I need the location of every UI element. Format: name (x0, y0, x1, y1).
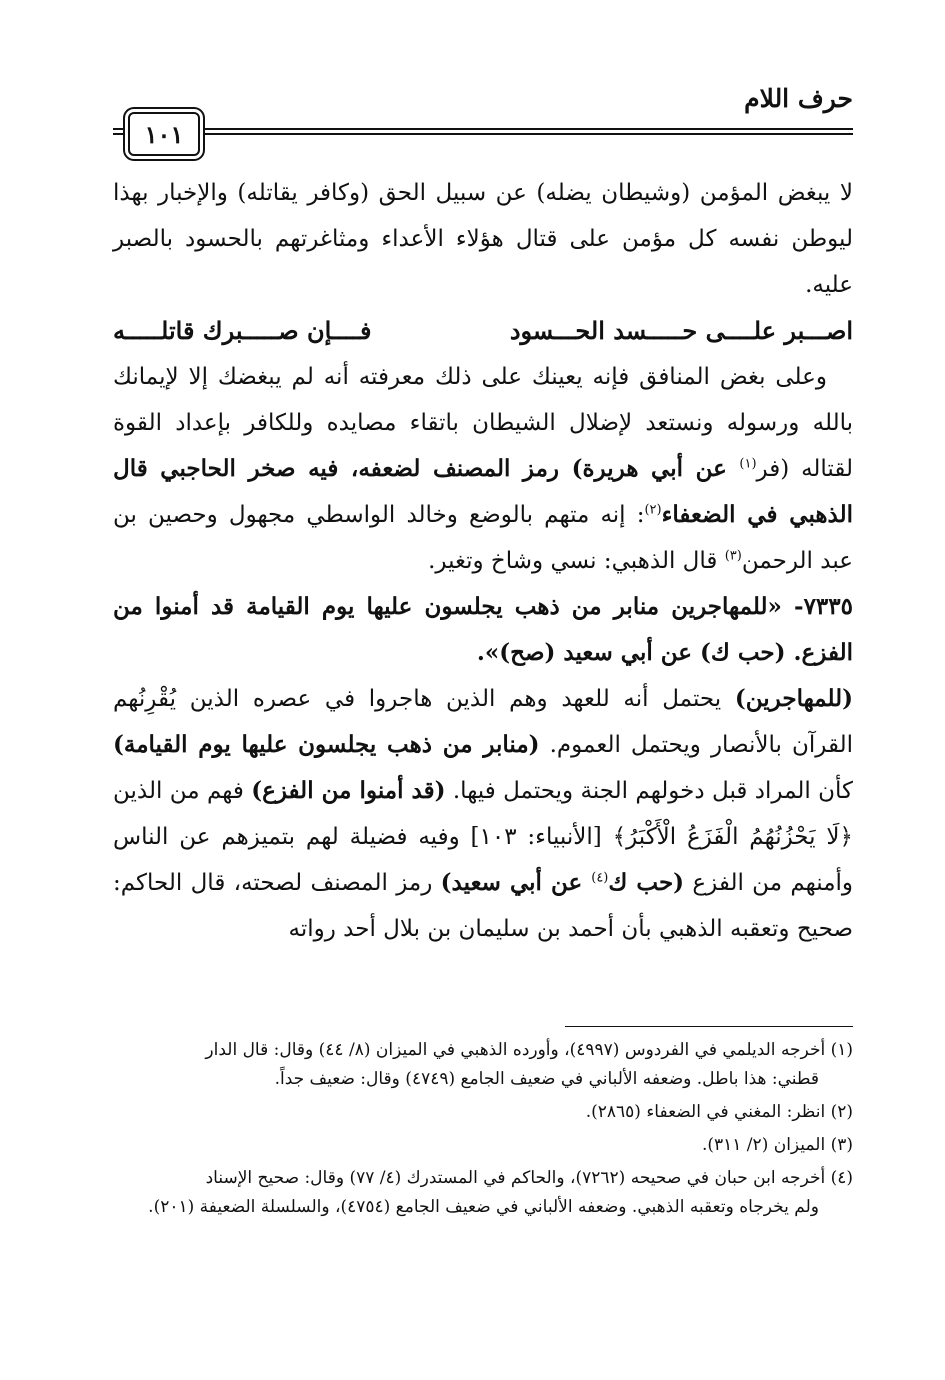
footnote-separator (565, 1026, 853, 1027)
paragraph-explanation (113, 676, 853, 952)
explanation-text: كأن المراد قبل دخولهم الجنة ويحتمل فيها. (445, 778, 853, 804)
chapter-title: حرف اللام (744, 84, 853, 113)
footnote-marker: (٤) (591, 870, 609, 886)
footnote-text: قطني: هذا باطل. وضعفه الألباني في ضعيف الجامع (٤٧٤٩) وقال: ضعيف جداً. (274, 1069, 819, 1089)
explanation-keyword: (حب ك (608, 869, 685, 896)
footnote-2: (٢) انظر: المغني في الضعفاء (٢٨٦٥). (585, 1102, 853, 1122)
explanation-text: يحتمل أنه للعهد وهم الذين هاجروا في عصره الذين يُقْرِنُهم القرآن بالأنصار ويحتمل العموم. (113, 686, 853, 758)
footnote-marker: (٢) (644, 502, 662, 518)
header-rule (200, 128, 853, 135)
footnote-4 (113, 1164, 853, 1222)
commentary-text: : إنه متهم بالوضع وخالد الواسطي مجهول وحصين بن عبد الرحمن (113, 502, 853, 574)
main-text (113, 170, 853, 952)
hadith-entry: ٧٣٣٥- «للمهاجرين منابر من ذهب يجلسون عليها يوم القيامة قد أمنوا من الفزع. (حب ك) عن أبي سعيد (صح)». (113, 593, 853, 666)
verse-second-hemistich: فــــإن صـــــبرك قاتلـــــه (113, 316, 372, 345)
footnote-text: (٤) أخرجه ابن حبان في صحيحه (٧٢٦٢)، والحاكم في المستدرك (٤/ ٧٧) وقال: صحيح الإسناد (205, 1168, 853, 1188)
paragraph-commentary (113, 354, 853, 584)
verse-first-hemistich: اصـــبر علــــى حـــــسد الحـــسود (509, 316, 853, 345)
commentary-text: قال الذهبي: نسي وشاخ وتغير. (428, 548, 725, 574)
footnote-marker: (١) (739, 456, 757, 472)
footnotes (113, 1036, 853, 1226)
explanation-keyword: عن أبي سعيد) (440, 869, 592, 896)
commentary-text: وعلى بغض المنافق فإنه يعينك على ذلك معرفته أنه لم يبغضك إلا لإيمانك بالله ورسوله ونستعد لإضلال الشيطان باتقاء مصايده وللكافر بإعداد القوة لقتاله (فر (113, 364, 853, 482)
explanation-keyword: (للمهاجرين) (734, 685, 853, 712)
footnote-text: (١) أخرجه الديلمي في الفردوس (٤٩٩٧)، وأورده الذهبي في الميزان (٨/ ٤٤) وقال: قال الدار (205, 1040, 853, 1060)
footnote-marker: (٣) (724, 548, 742, 564)
paragraph-intro: لا يبغض المؤمن (وشيطان يضله) عن سبيل الحق (وكافر يقاتله) والإخبار بهذا ليوطن نفسه كل مؤمن على قتال هؤلاء الأعداء ومثاغرتهم بالحسود بالصبر عليه. (113, 180, 853, 298)
header-rule-left (113, 128, 129, 135)
explanation-text: رمز المصنف لصحته، قال الحاكم: صحيح وتعقبه الذهبي بأن أحمد بن سليمان بن بلال أحد رواته (113, 870, 853, 942)
footnote-text: ولم يخرجاه وتعقبه الذهبي. وضعفه الألباني في ضعيف الجامع (٤٧٥٤)، والسلسلة الضعيفة (٢٠١). (148, 1197, 819, 1217)
footnote-1 (113, 1036, 853, 1094)
commentary-text: عن أبي هريرة) رمز المصنف لضعفه، فيه صخر الحاجبي قال الذهبي في الضعفاء (113, 455, 853, 528)
explanation-keyword: (منابر من ذهب يجلسون عليها يوم القيامة) (113, 731, 540, 758)
footnote-3: (٣) الميزان (٢/ ٣١١). (701, 1135, 853, 1155)
poetry-verse (113, 308, 853, 354)
explanation-text: فهم من الذين ﴿لَا يَحْزُنُهُمُ الْفَزَعُ الْأَكْبَرُ﴾ [الأنبياء: ١٠٣] وفيه فضيلة لهم بتميزهم عن الناس وأمنهم من الفزع (113, 778, 854, 896)
page-number: ١٠١ (128, 112, 200, 156)
explanation-keyword: (قد أمنوا من الفزع) (251, 777, 446, 804)
